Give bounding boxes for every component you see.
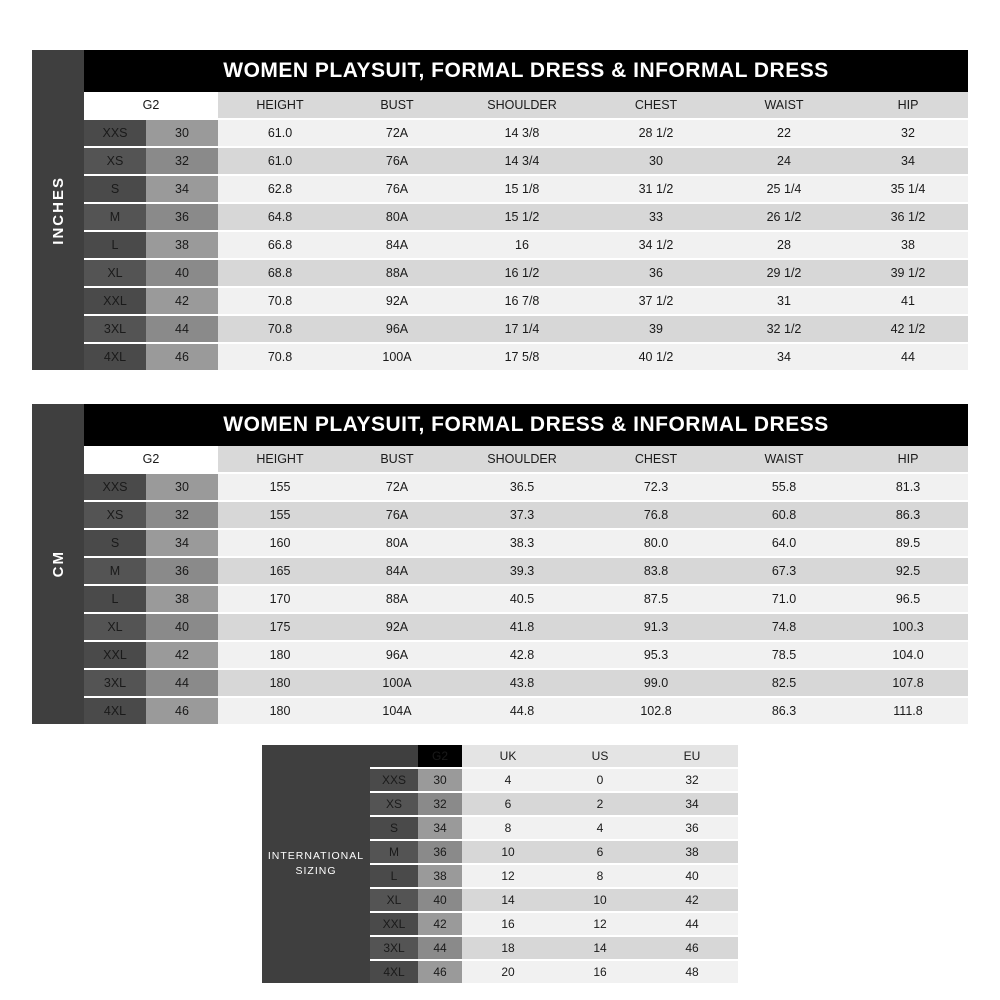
cell-measurement: 35 1/4 xyxy=(848,175,968,203)
cell-measurement: 165 xyxy=(218,557,342,585)
cell-measurement: 4 xyxy=(462,768,554,792)
table-body-inches xyxy=(84,119,968,370)
header-eu: EU xyxy=(646,745,738,768)
cell-measurement: 14 xyxy=(554,936,646,960)
cell-measurement: 16 xyxy=(462,912,554,936)
cell-measurement: 72A xyxy=(342,473,452,501)
cell-measurement: 31 xyxy=(720,287,848,315)
cell-measurement: 76A xyxy=(342,175,452,203)
size-table-cm xyxy=(84,446,968,724)
cell-measurement: 2 xyxy=(554,792,646,816)
cell-measurement: 16 xyxy=(452,231,592,259)
cell-measurement: 96.5 xyxy=(848,585,968,613)
table-row xyxy=(84,669,968,697)
cell-size-label: S xyxy=(370,816,418,840)
cell-measurement: 86.3 xyxy=(720,697,848,724)
cell-size-label: 4XL xyxy=(84,697,146,724)
cell-measurement: 38 xyxy=(848,231,968,259)
international-size-table xyxy=(370,745,738,983)
cell-g2-size: 46 xyxy=(418,960,462,983)
cell-measurement: 81.3 xyxy=(848,473,968,501)
cell-size-label: XXL xyxy=(84,641,146,669)
cell-size-label: M xyxy=(84,203,146,231)
cell-size-label: S xyxy=(84,175,146,203)
cell-measurement: 86.3 xyxy=(848,501,968,529)
unit-label-inches xyxy=(32,50,84,370)
cell-measurement: 72A xyxy=(342,119,452,147)
cell-measurement: 14 3/4 xyxy=(452,147,592,175)
cell-measurement: 61.0 xyxy=(218,147,342,175)
table-row xyxy=(84,287,968,315)
cell-measurement: 96A xyxy=(342,641,452,669)
table-row xyxy=(84,119,968,147)
cell-measurement: 83.8 xyxy=(592,557,720,585)
cell-g2-size: 46 xyxy=(146,343,218,370)
cell-g2-size: 32 xyxy=(146,501,218,529)
cell-measurement: 36 1/2 xyxy=(848,203,968,231)
cell-measurement: 84A xyxy=(342,557,452,585)
header-bust: BUST xyxy=(342,446,452,473)
cell-measurement: 46 xyxy=(646,936,738,960)
cell-measurement: 28 xyxy=(720,231,848,259)
size-chart-inches xyxy=(32,50,968,370)
cell-measurement: 48 xyxy=(646,960,738,983)
cell-measurement: 16 1/2 xyxy=(452,259,592,287)
cell-measurement: 60.8 xyxy=(720,501,848,529)
cell-measurement: 74.8 xyxy=(720,613,848,641)
table-row xyxy=(84,203,968,231)
cell-measurement: 92A xyxy=(342,613,452,641)
size-table-inches xyxy=(84,92,968,370)
table-header-row xyxy=(84,92,968,119)
cell-size-label: XXL xyxy=(84,287,146,315)
cell-measurement: 38.3 xyxy=(452,529,592,557)
cell-measurement: 76A xyxy=(342,501,452,529)
cell-measurement: 25 1/4 xyxy=(720,175,848,203)
cell-g2-size: 30 xyxy=(146,473,218,501)
cell-measurement: 100A xyxy=(342,669,452,697)
cell-measurement: 12 xyxy=(554,912,646,936)
cell-measurement: 180 xyxy=(218,697,342,724)
cell-measurement: 34 xyxy=(720,343,848,370)
cell-measurement: 100.3 xyxy=(848,613,968,641)
cell-measurement: 82.5 xyxy=(720,669,848,697)
cell-measurement: 36.5 xyxy=(452,473,592,501)
cell-measurement: 8 xyxy=(462,816,554,840)
cell-measurement: 92.5 xyxy=(848,557,968,585)
cell-measurement: 0 xyxy=(554,768,646,792)
cell-g2-size: 32 xyxy=(146,147,218,175)
cell-size-label: XL xyxy=(84,259,146,287)
table-row xyxy=(84,697,968,724)
cell-measurement: 32 xyxy=(646,768,738,792)
cell-measurement: 64.0 xyxy=(720,529,848,557)
cell-measurement: 72.3 xyxy=(592,473,720,501)
cell-g2-size: 42 xyxy=(146,287,218,315)
cell-g2-size: 38 xyxy=(146,231,218,259)
cell-g2-size: 32 xyxy=(418,792,462,816)
cell-g2-size: 34 xyxy=(146,175,218,203)
cell-measurement: 100A xyxy=(342,343,452,370)
cell-g2-size: 38 xyxy=(146,585,218,613)
header-chest: CHEST xyxy=(592,446,720,473)
cell-measurement: 88A xyxy=(342,259,452,287)
cell-measurement: 76A xyxy=(342,147,452,175)
cell-measurement: 38 xyxy=(646,840,738,864)
cell-measurement: 17 1/4 xyxy=(452,315,592,343)
cell-measurement: 104A xyxy=(342,697,452,724)
cell-size-label: 3XL xyxy=(84,315,146,343)
cell-measurement: 80A xyxy=(342,203,452,231)
cell-size-label: XS xyxy=(84,501,146,529)
cell-g2-size: 44 xyxy=(418,936,462,960)
cell-measurement: 6 xyxy=(462,792,554,816)
cell-g2-size: 42 xyxy=(418,912,462,936)
cell-measurement: 34 1/2 xyxy=(592,231,720,259)
table-row xyxy=(84,315,968,343)
table-row xyxy=(84,343,968,370)
cell-measurement: 4 xyxy=(554,816,646,840)
cell-measurement: 32 1/2 xyxy=(720,315,848,343)
cell-measurement: 71.0 xyxy=(720,585,848,613)
cell-measurement: 15 1/8 xyxy=(452,175,592,203)
cell-size-label: L xyxy=(84,585,146,613)
international-body xyxy=(370,745,738,983)
cell-measurement: 76.8 xyxy=(592,501,720,529)
cell-measurement: 37 1/2 xyxy=(592,287,720,315)
header-uk: UK xyxy=(462,745,554,768)
cell-size-label: XXS xyxy=(84,119,146,147)
cell-measurement: 43.8 xyxy=(452,669,592,697)
cell-measurement: 29 1/2 xyxy=(720,259,848,287)
cell-g2-size: 44 xyxy=(146,315,218,343)
cell-measurement: 99.0 xyxy=(592,669,720,697)
cell-measurement: 88A xyxy=(342,585,452,613)
cell-g2-size: 42 xyxy=(146,641,218,669)
cell-measurement: 14 3/8 xyxy=(452,119,592,147)
cell-measurement: 44.8 xyxy=(452,697,592,724)
cell-measurement: 16 xyxy=(554,960,646,983)
header-bust: BUST xyxy=(342,92,452,119)
cell-measurement: 89.5 xyxy=(848,529,968,557)
cell-measurement: 44 xyxy=(848,343,968,370)
unit-label-cm-text: CM xyxy=(49,550,67,578)
table-row xyxy=(84,147,968,175)
cell-measurement: 33 xyxy=(592,203,720,231)
cell-size-label: L xyxy=(370,864,418,888)
cell-measurement: 155 xyxy=(218,501,342,529)
cell-size-label: XS xyxy=(84,147,146,175)
cell-measurement: 155 xyxy=(218,473,342,501)
cell-measurement: 37.3 xyxy=(452,501,592,529)
cell-g2-size: 38 xyxy=(418,864,462,888)
table-row xyxy=(370,792,738,816)
cell-measurement: 10 xyxy=(462,840,554,864)
cell-measurement: 96A xyxy=(342,315,452,343)
cell-measurement: 84A xyxy=(342,231,452,259)
cell-measurement: 41 xyxy=(848,287,968,315)
cell-measurement: 66.8 xyxy=(218,231,342,259)
cell-size-label: L xyxy=(84,231,146,259)
cell-measurement: 170 xyxy=(218,585,342,613)
cell-measurement: 17 5/8 xyxy=(452,343,592,370)
cell-measurement: 80A xyxy=(342,529,452,557)
cell-measurement: 15 1/2 xyxy=(452,203,592,231)
table-row xyxy=(370,816,738,840)
cell-measurement: 70.8 xyxy=(218,343,342,370)
table-body-cm xyxy=(84,473,968,724)
header-shoulder: SHOULDER xyxy=(452,446,592,473)
cell-measurement: 44 xyxy=(646,912,738,936)
unit-label-inches-text: INCHES xyxy=(49,175,67,245)
header-blank xyxy=(370,745,418,768)
chart-title-inches: WOMEN PLAYSUIT, FORMAL DRESS & INFORMAL DRESS xyxy=(84,50,968,92)
table-row xyxy=(370,768,738,792)
international-sizing-chart xyxy=(262,745,738,983)
cell-g2-size: 40 xyxy=(418,888,462,912)
cell-measurement: 30 xyxy=(592,147,720,175)
cell-measurement: 111.8 xyxy=(848,697,968,724)
table-row xyxy=(84,585,968,613)
cell-size-label: S xyxy=(84,529,146,557)
cell-measurement: 36 xyxy=(592,259,720,287)
cell-size-label: 4XL xyxy=(370,960,418,983)
cell-size-label: M xyxy=(370,840,418,864)
international-table-body xyxy=(370,768,738,983)
cell-measurement: 12 xyxy=(462,864,554,888)
cell-g2-size: 34 xyxy=(418,816,462,840)
cell-measurement: 180 xyxy=(218,669,342,697)
cell-size-label: 3XL xyxy=(370,936,418,960)
table-row xyxy=(370,912,738,936)
cell-measurement: 8 xyxy=(554,864,646,888)
cell-measurement: 14 xyxy=(462,888,554,912)
cell-measurement: 36 xyxy=(646,816,738,840)
cell-measurement: 102.8 xyxy=(592,697,720,724)
table-header-row xyxy=(84,446,968,473)
cell-measurement: 92A xyxy=(342,287,452,315)
cell-g2-size: 30 xyxy=(418,768,462,792)
cell-measurement: 18 xyxy=(462,936,554,960)
header-g2: G2 xyxy=(84,92,218,119)
cell-measurement: 22 xyxy=(720,119,848,147)
cell-g2-size: 36 xyxy=(146,557,218,585)
cell-measurement: 42.8 xyxy=(452,641,592,669)
cell-measurement: 34 xyxy=(646,792,738,816)
cell-measurement: 78.5 xyxy=(720,641,848,669)
cell-measurement: 104.0 xyxy=(848,641,968,669)
cell-measurement: 39 1/2 xyxy=(848,259,968,287)
cell-measurement: 40 1/2 xyxy=(592,343,720,370)
chart-title-cm: WOMEN PLAYSUIT, FORMAL DRESS & INFORMAL DRESS xyxy=(84,404,968,446)
table-row xyxy=(84,641,968,669)
cell-size-label: 3XL xyxy=(84,669,146,697)
unit-label-cm xyxy=(32,404,84,724)
cell-measurement: 80.0 xyxy=(592,529,720,557)
size-chart-cm xyxy=(32,404,968,724)
cell-measurement: 28 1/2 xyxy=(592,119,720,147)
cell-measurement: 87.5 xyxy=(592,585,720,613)
table-row xyxy=(84,529,968,557)
cell-measurement: 67.3 xyxy=(720,557,848,585)
cell-g2-size: 30 xyxy=(146,119,218,147)
cell-g2-size: 40 xyxy=(146,259,218,287)
cell-size-label: XXS xyxy=(84,473,146,501)
table-row xyxy=(84,175,968,203)
header-hip: HIP xyxy=(848,446,968,473)
cell-measurement: 40.5 xyxy=(452,585,592,613)
cell-measurement: 42 xyxy=(646,888,738,912)
table-row xyxy=(84,613,968,641)
chart-body-cm xyxy=(84,404,968,724)
header-hip: HIP xyxy=(848,92,968,119)
table-row xyxy=(84,501,968,529)
cell-g2-size: 34 xyxy=(146,529,218,557)
table-header-row xyxy=(370,745,738,768)
cell-size-label: XXS xyxy=(370,768,418,792)
international-sizing-label: INTERNATIONAL SIZING xyxy=(262,745,370,983)
cell-measurement: 42 1/2 xyxy=(848,315,968,343)
table-row xyxy=(370,840,738,864)
chart-body-inches xyxy=(84,50,968,370)
header-chest: CHEST xyxy=(592,92,720,119)
cell-measurement: 34 xyxy=(848,147,968,175)
cell-measurement: 62.8 xyxy=(218,175,342,203)
table-row xyxy=(84,231,968,259)
header-g2: G2 xyxy=(418,745,462,768)
cell-g2-size: 40 xyxy=(146,613,218,641)
table-row xyxy=(370,888,738,912)
header-g2: G2 xyxy=(84,446,218,473)
cell-size-label: XXL xyxy=(370,912,418,936)
table-row xyxy=(370,936,738,960)
header-height: HEIGHT xyxy=(218,92,342,119)
cell-size-label: XS xyxy=(370,792,418,816)
cell-measurement: 20 xyxy=(462,960,554,983)
cell-measurement: 107.8 xyxy=(848,669,968,697)
cell-measurement: 70.8 xyxy=(218,287,342,315)
table-row xyxy=(370,864,738,888)
cell-measurement: 175 xyxy=(218,613,342,641)
table-row xyxy=(84,473,968,501)
cell-measurement: 31 1/2 xyxy=(592,175,720,203)
cell-g2-size: 36 xyxy=(146,203,218,231)
cell-size-label: M xyxy=(84,557,146,585)
cell-measurement: 6 xyxy=(554,840,646,864)
cell-measurement: 10 xyxy=(554,888,646,912)
cell-g2-size: 36 xyxy=(418,840,462,864)
cell-g2-size: 46 xyxy=(146,697,218,724)
cell-size-label: XL xyxy=(84,613,146,641)
cell-measurement: 39 xyxy=(592,315,720,343)
table-row xyxy=(370,960,738,983)
header-waist: WAIST xyxy=(720,92,848,119)
cell-size-label: 4XL xyxy=(84,343,146,370)
cell-measurement: 55.8 xyxy=(720,473,848,501)
cell-g2-size: 44 xyxy=(146,669,218,697)
table-row xyxy=(84,557,968,585)
header-shoulder: SHOULDER xyxy=(452,92,592,119)
cell-measurement: 41.8 xyxy=(452,613,592,641)
cell-measurement: 16 7/8 xyxy=(452,287,592,315)
cell-measurement: 70.8 xyxy=(218,315,342,343)
header-us: US xyxy=(554,745,646,768)
header-height: HEIGHT xyxy=(218,446,342,473)
cell-measurement: 160 xyxy=(218,529,342,557)
cell-measurement: 61.0 xyxy=(218,119,342,147)
cell-measurement: 180 xyxy=(218,641,342,669)
table-row xyxy=(84,259,968,287)
cell-measurement: 24 xyxy=(720,147,848,175)
cell-measurement: 95.3 xyxy=(592,641,720,669)
cell-measurement: 68.8 xyxy=(218,259,342,287)
cell-measurement: 64.8 xyxy=(218,203,342,231)
cell-measurement: 26 1/2 xyxy=(720,203,848,231)
cell-size-label: XL xyxy=(370,888,418,912)
cell-measurement: 39.3 xyxy=(452,557,592,585)
cell-measurement: 32 xyxy=(848,119,968,147)
header-waist: WAIST xyxy=(720,446,848,473)
cell-measurement: 91.3 xyxy=(592,613,720,641)
cell-measurement: 40 xyxy=(646,864,738,888)
